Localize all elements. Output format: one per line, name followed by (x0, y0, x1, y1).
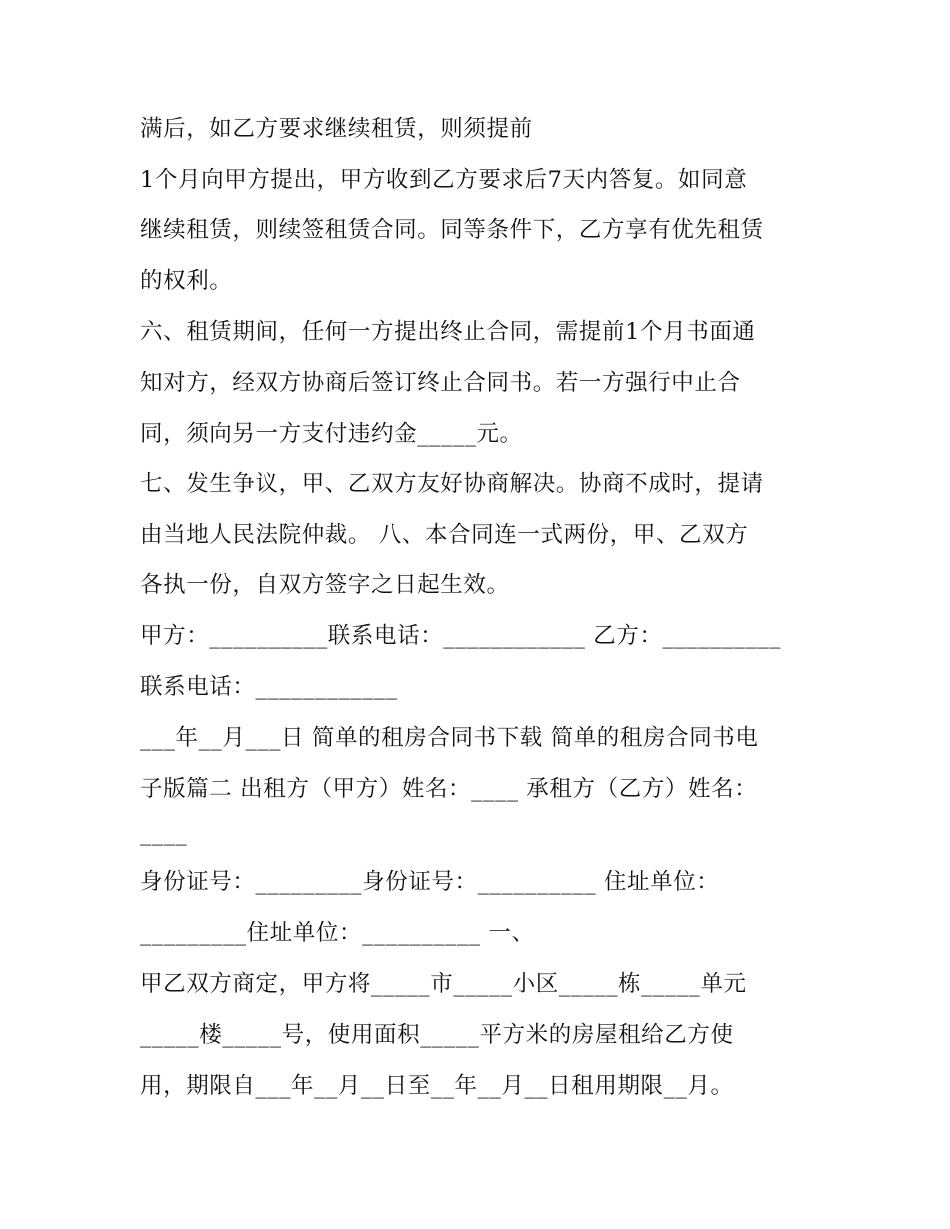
text-line: _____楼_____号，使用面积_____平方米的房屋租给乙方使 (140, 1022, 734, 1048)
signature-line: 甲方：__________联系电话：____________ 乙方：__________ (140, 623, 782, 649)
text-line: 用，期限自___年__月__日至__年__月__日租用期限__月。 (140, 1073, 734, 1099)
text-line: 满后，如乙方要求继续租赁，则须提前 (140, 116, 533, 142)
text-line: 的权利。 (140, 268, 233, 294)
text-line: 继续租赁，则续签租赁合同。同等条件下，乙方享有优先租赁 (140, 217, 764, 243)
text-line: 各执一份，自双方签字之日起生效。 (140, 572, 510, 598)
signature-line: 联系电话：____________ (140, 674, 398, 700)
text-line: 同，须向另一方支付违约金_____元。 (140, 421, 523, 447)
text-line: 知对方，经双方协商后签订终止合同书。若一方强行中止合 (140, 370, 741, 396)
text-line: ___年__月___日 简单的租房合同书下载 简单的租房合同书电 (140, 725, 759, 751)
text-line: ____ (140, 820, 188, 846)
text-line: 1个月向甲方提出，甲方收到乙方要求后7天内答复。如同意 (140, 167, 748, 193)
text-line: 子版篇二 出租方（甲方）姓名：____ 承租方（乙方）姓名： (140, 776, 758, 802)
text-line: 七、发生争议，甲、乙双方友好协商解决。协商不成时，提请 (140, 471, 764, 497)
text-line: _________住址单位：__________ 一、 (140, 920, 535, 946)
text-line: 甲乙双方商定，甲方将_____市_____小区_____栋_____单元 (140, 971, 747, 997)
text-line: 身份证号：_________身份证号：__________ 住址单位： (140, 869, 720, 895)
text-line: 由当地人民法院仲裁。 八、本合同连一式两份，甲、乙双方 (140, 522, 749, 548)
text-line: 六、租赁期间，任何一方提出终止合同，需提前1个月书面通 (140, 319, 756, 345)
